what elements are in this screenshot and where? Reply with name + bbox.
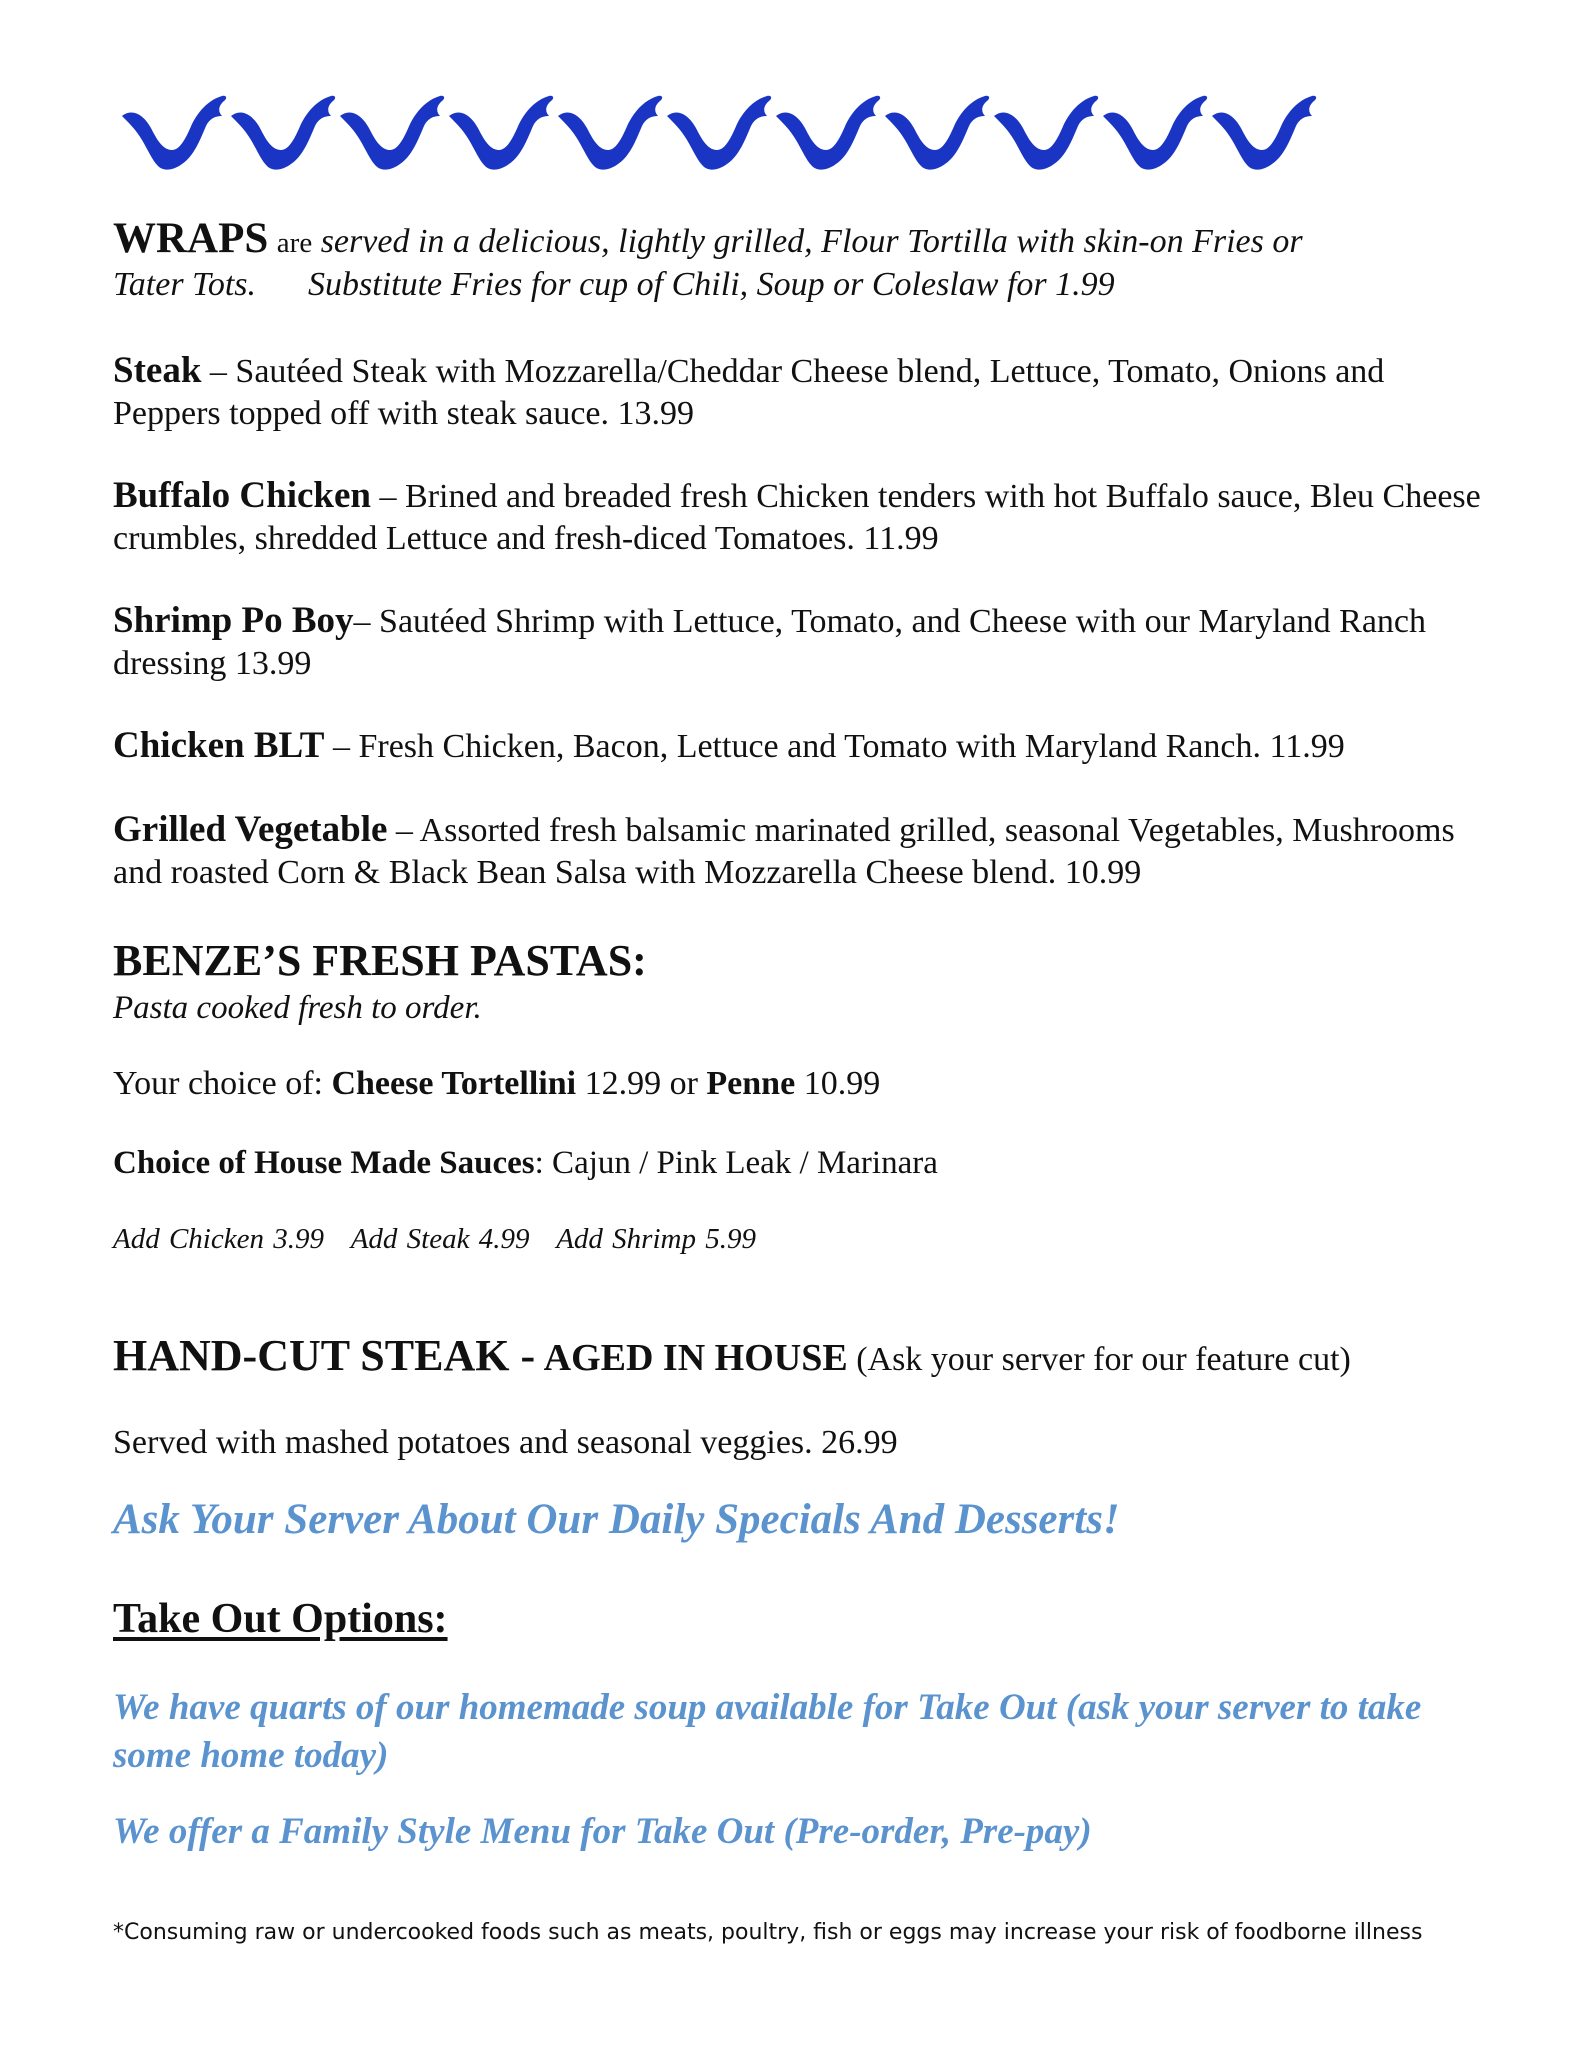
steak-note: (Ask your server for our feature cut) (856, 1341, 1351, 1378)
steak-description (113, 1422, 1483, 1464)
wrap-item-description: Sautéed Steak with Mozzarella/Cheddar Cheese blend, Lettuce, Tomato, Onions and Peppers topped off with steak sauce. 13.99 (113, 353, 1385, 432)
wraps-intro-line1: served in a delicious, lightly grilled, Flour Tortilla with skin-on Fries or (320, 223, 1303, 260)
pasta-option-tortellini: Cheese Tortellini (331, 1065, 577, 1102)
wrap-item-separator: – (201, 353, 236, 390)
wrap-item-name: Chicken BLT (113, 725, 325, 766)
disclaimer (113, 1896, 1483, 1970)
bird-icon (449, 96, 553, 170)
wraps-are: are (276, 227, 313, 259)
wraps-heading: WRAPS (113, 215, 269, 262)
pastas-subtitle: Pasta cooked fresh to order. (113, 990, 482, 1026)
bird-icon (994, 96, 1098, 170)
bird-icon (1212, 96, 1316, 170)
wrap-item-grilled-vegetable (113, 809, 1483, 894)
specials-banner (113, 1494, 1483, 1546)
wrap-item-buffalo-chicken (113, 475, 1483, 560)
bird-icon (340, 96, 444, 170)
bird-icon (776, 96, 880, 170)
wrap-item-chicken-blt (113, 725, 1483, 768)
bird-icon (122, 96, 226, 170)
takeout-heading: Take Out Options: (113, 1596, 448, 1642)
wrap-item-separator: – (387, 812, 420, 849)
wrap-item-description: Fresh Chicken, Bacon, Lettuce and Tomato with Maryland Ranch. 11.99 (358, 728, 1345, 765)
addon-chicken: Add Chicken 3.99 (113, 1223, 324, 1255)
bird-icon (558, 96, 662, 170)
wrap-item-separator: – (324, 728, 359, 765)
wrap-item-name: Buffalo Chicken (113, 475, 372, 516)
pasta-sauces (113, 1142, 1483, 1184)
sauces-label: Choice of House Made Sauces (113, 1145, 535, 1181)
pastas-section (113, 935, 1483, 1029)
wrap-item-description: Assorted fresh balsamic marinated grilled, seasonal Vegetables, Mushrooms and roasted Corn & Black Bean Salsa with Mozzarella Cheese blend. 10.99 (113, 812, 1455, 891)
wrap-item-separator: – (353, 603, 380, 640)
wrap-item-shrimp-po-boy (113, 600, 1483, 685)
takeout-soup (113, 1684, 1483, 1780)
wrap-item-description: Brined and breaded fresh Chicken tenders with hot Buffalo sauce, Bleu Cheese crumbles, shredded Lettuce and fresh-diced Tomatoes. 11.99 (113, 478, 1481, 557)
bird-icon (885, 96, 989, 170)
wraps-intro (113, 215, 1483, 306)
pasta-option-tortellini-price: 12.99 or (576, 1065, 707, 1102)
takeout-family (113, 1808, 1483, 1856)
steak-heading: HAND-CUT STEAK - (113, 1331, 536, 1380)
wrap-item-separator: – (371, 478, 406, 515)
takeout-line1: We have quarts of our homemade soup available for Take Out (ask your server to take some home today) (113, 1687, 1422, 1776)
steak-section (113, 1330, 1483, 1386)
pastas-heading: BENZE’S FRESH PASTAS: (113, 936, 647, 985)
bird-icon (231, 96, 335, 170)
disclaimer-text: *Consuming raw or undercooked foods such as meats, poultry, fish or eggs may increase your risk of foodborne illness (113, 1920, 1423, 1945)
bird-row (118, 88, 1318, 178)
wrap-item-name: Grilled Vegetable (113, 809, 388, 850)
wraps-intro-line2: Tater Tots. (113, 266, 257, 303)
bird-border (118, 88, 1318, 178)
takeout-line2: We offer a Family Style Menu for Take Out (Pre-order, Pre-pay) (113, 1811, 1092, 1852)
addon-steak: Add Steak 4.99 (350, 1223, 530, 1255)
wraps-substitute-note: Substitute Fries for cup of Chili, Soup or Coleslaw for 1.99 (308, 266, 1115, 303)
pasta-option-penne-price: 10.99 (795, 1065, 881, 1102)
pasta-choice-prefix: Your choice of: (113, 1065, 332, 1102)
pasta-option-penne: Penne (706, 1065, 796, 1102)
sauces-list: : Cajun / Pink Leak / Marinara (534, 1145, 938, 1181)
specials-text: Ask Your Server About Our Daily Specials And Desserts! (113, 1496, 1120, 1543)
steak-subheading: AGED IN HOUSE (543, 1337, 848, 1379)
wrap-item-name: Steak (113, 350, 202, 391)
steak-description-text: Served with mashed potatoes and seasonal veggies. 26.99 (113, 1424, 898, 1461)
bird-icon (667, 96, 771, 170)
addon-shrimp: Add Shrimp 5.99 (556, 1223, 756, 1255)
wrap-item-steak (113, 350, 1483, 435)
pasta-choice (113, 1063, 1483, 1105)
pasta-addons (113, 1218, 1483, 1260)
bird-icon (1103, 96, 1207, 170)
wrap-item-description: Sautéed Shrimp with Lettuce, Tomato, and Cheese with our Maryland Ranch dressing 13.99 (113, 603, 1427, 682)
wrap-item-name: Shrimp Po Boy (113, 600, 354, 641)
takeout-section (113, 1598, 1483, 1640)
